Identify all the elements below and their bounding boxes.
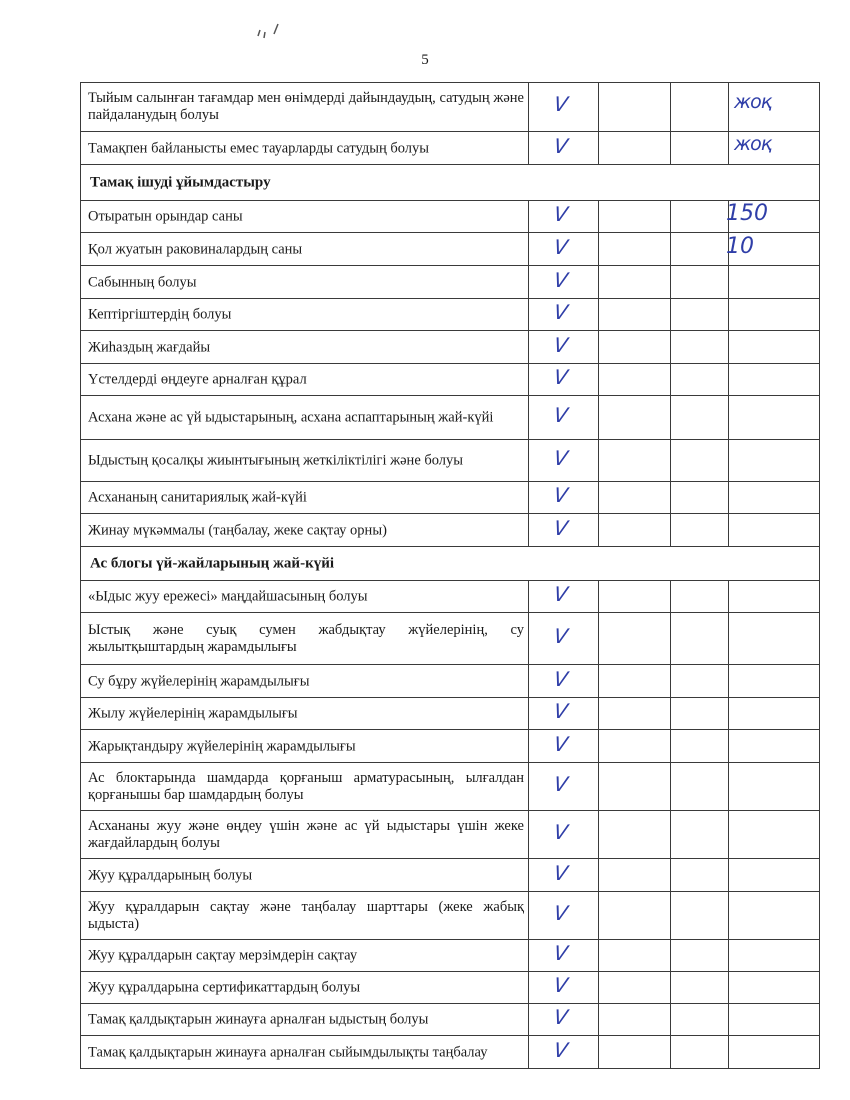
extra-cell-2 [670, 514, 728, 547]
extra-cell-2 [670, 482, 728, 514]
extra-cell-1 [598, 514, 670, 547]
note-cell [728, 440, 820, 482]
handwritten-checkmark: V [552, 1037, 570, 1062]
criterion-label: Тамақ қалдықтарын жинауға арналған сыйымдылықты таңбалау [88, 1044, 488, 1060]
handwritten-checkmark: V [552, 202, 570, 226]
extra-cell-1 [598, 233, 670, 266]
table-row [80, 299, 820, 331]
extra-cell-1 [598, 299, 670, 331]
extra-cell-1 [598, 665, 670, 698]
criterion-label: Жылу жүйелерінің жарамдылығы [88, 705, 298, 722]
extra-cell-1 [598, 698, 670, 730]
checklist-table [80, 82, 820, 1094]
handwritten-checkmark: V [552, 860, 570, 885]
table-row [80, 581, 820, 613]
handwritten-checkmark: V [552, 267, 570, 292]
section-header-row [80, 165, 820, 201]
table-row [80, 972, 820, 1004]
table-row [80, 763, 820, 811]
criterion-label: Жуу құралдарының болуы [88, 867, 253, 883]
extra-cell-2 [670, 763, 728, 811]
extra-cell-1 [598, 613, 670, 665]
note-cell [728, 482, 820, 514]
handwritten-checkmark: V [552, 772, 570, 796]
page-number: 5 [421, 52, 429, 68]
extra-cell-2 [670, 440, 728, 482]
scan-specks [250, 18, 290, 48]
handwritten-note: 10 [726, 233, 754, 259]
table-row [80, 266, 820, 299]
note-cell [728, 859, 820, 892]
handwritten-checkmark: V [552, 901, 570, 925]
table-row [80, 892, 820, 940]
note-cell [728, 331, 820, 364]
section-title: Ас блогы үй-жайларының жай-күйі [90, 555, 335, 572]
table-row [80, 1004, 820, 1036]
table-row [80, 396, 820, 440]
extra-cell-2 [670, 892, 728, 940]
handwritten-checkmark: V [552, 941, 570, 965]
extra-cell-1 [598, 331, 670, 364]
table-row [80, 811, 820, 859]
criterion-label: Жиһаздың жағдайы [88, 339, 211, 355]
table-row [80, 514, 820, 547]
criterion-label: Кептіргіштердің болуы [88, 306, 232, 323]
extra-cell-2 [670, 201, 728, 233]
handwritten-checkmark: V [552, 332, 570, 357]
criterion-label: Жуу құралдарына сертификаттардың болуы [88, 979, 361, 996]
table-row [80, 201, 820, 233]
criterion-label: Тыйым салынған тағамдар мен өнімдерді дайындаудың, сатудың және пайдаланудың болуы [88, 90, 524, 123]
extra-cell-2 [670, 613, 728, 665]
extra-cell-1 [598, 440, 670, 482]
section-title: Тамақ ішуді ұйымдастыру [90, 174, 271, 191]
note-cell [728, 1036, 820, 1069]
extra-cell-1 [598, 763, 670, 811]
extra-cell-2 [670, 364, 728, 396]
criterion-label: Асхана және ас үй ыдыстарының, асхана аспаптарының жай-күйі [88, 409, 494, 426]
table-row [80, 233, 820, 266]
note-cell [728, 581, 820, 613]
handwritten-checkmark: V [552, 403, 570, 427]
note-cell [728, 940, 820, 972]
note-cell [728, 514, 820, 547]
extra-cell-2 [670, 1004, 728, 1036]
table-row [80, 440, 820, 482]
handwritten-checkmark: V [552, 820, 570, 844]
note-cell [728, 364, 820, 396]
extra-cell-1 [598, 132, 670, 165]
extra-cell-2 [670, 1036, 728, 1069]
criterion-label: Ыстық және суық сумен жабдықтау жүйелерінің, су жылытқыштардың жарамдылығы [88, 622, 524, 655]
handwritten-checkmark: V [552, 973, 570, 997]
extra-cell-1 [598, 581, 670, 613]
extra-cell-2 [670, 665, 728, 698]
note-cell [728, 892, 820, 940]
criterion-label: Жарықтандыру жүйелерінің жарамдылығы [88, 738, 356, 754]
note-cell [728, 299, 820, 331]
handwritten-checkmark: V [552, 92, 570, 116]
note-cell [728, 763, 820, 811]
extra-cell-2 [670, 266, 728, 299]
table-row [80, 1036, 820, 1069]
handwritten-checkmark: V [552, 699, 570, 723]
handwritten-note: жоқ [734, 91, 772, 113]
criterion-label: Су бұру жүйелерінің жарамдылығы [88, 673, 310, 689]
extra-cell-1 [598, 266, 670, 299]
table-row [80, 132, 820, 165]
extra-cell-1 [598, 730, 670, 763]
criterion-label: Ыдыстың қосалқы жиынтығының жеткіліктілігі және болуы [88, 452, 464, 469]
extra-cell-1 [598, 940, 670, 972]
handwritten-checkmark: V [552, 446, 570, 470]
handwritten-checkmark: V [552, 515, 570, 540]
criterion-label: Жуу құралдарын сақтау мерзімдерін сақтау [88, 947, 358, 964]
table-row [80, 698, 820, 730]
note-cell [728, 665, 820, 698]
criterion-label: Асхананы жуу және өңдеу үшін және ас үй ыдыстары үшін жеке жағдайлардың болуы [88, 818, 524, 851]
table-row [80, 859, 820, 892]
note-cell [728, 396, 820, 440]
handwritten-note: 150 [726, 201, 768, 226]
extra-cell-1 [598, 201, 670, 233]
table-row [80, 364, 820, 396]
table-row [80, 665, 820, 698]
extra-cell-2 [670, 82, 728, 132]
extra-cell-1 [598, 1036, 670, 1069]
handwritten-checkmark: V [552, 483, 570, 507]
table-row [80, 940, 820, 972]
extra-cell-1 [598, 859, 670, 892]
criterion-label: Сабынның болуы [88, 274, 197, 290]
extra-cell-1 [598, 482, 670, 514]
criterion-label: Асхананың санитариялық жай-күйі [88, 489, 307, 506]
criterion-label: Тамақ қалдықтарын жинауға арналған ыдыстың болуы [88, 1011, 429, 1028]
extra-cell-2 [670, 132, 728, 165]
extra-cell-2 [670, 940, 728, 972]
note-cell [728, 1004, 820, 1036]
table-row [80, 82, 820, 132]
extra-cell-2 [670, 396, 728, 440]
note-cell [728, 730, 820, 763]
criterion-label: Жинау мүкәммалы (таңбалау, жеке сақтау орны) [88, 522, 387, 538]
note-cell [728, 972, 820, 1004]
table-row [80, 730, 820, 763]
note-cell [728, 698, 820, 730]
handwritten-note: жоқ [734, 132, 772, 155]
extra-cell-1 [598, 892, 670, 940]
extra-cell-1 [598, 1004, 670, 1036]
criterion-label: Қол жуатын раковиналардың саны [88, 241, 303, 257]
handwritten-checkmark: V [552, 365, 570, 389]
extra-cell-1 [598, 811, 670, 859]
handwritten-checkmark: V [552, 666, 570, 691]
handwritten-checkmark: V [552, 582, 570, 606]
extra-cell-1 [598, 82, 670, 132]
table-row [80, 482, 820, 514]
extra-cell-2 [670, 811, 728, 859]
extra-cell-1 [598, 396, 670, 440]
table-row [80, 613, 820, 665]
handwritten-checkmark: V [552, 1005, 570, 1029]
table-row [80, 331, 820, 364]
extra-cell-2 [670, 730, 728, 763]
handwritten-checkmark: V [552, 300, 570, 324]
extra-cell-2 [670, 331, 728, 364]
extra-cell-1 [598, 972, 670, 1004]
handwritten-checkmark: V [552, 234, 570, 259]
criterion-label: Жуу құралдарын сақтау және таңбалау шарттары (жеке жабық ыдыста) [88, 899, 524, 932]
note-cell [728, 811, 820, 859]
handwritten-checkmark: V [552, 624, 570, 648]
criterion-label: Тамақпен байланысты емес тауарларды сатудың болуы [88, 140, 429, 156]
extra-cell-2 [670, 299, 728, 331]
section-header-row [80, 547, 820, 581]
note-cell [728, 266, 820, 299]
extra-cell-1 [598, 364, 670, 396]
handwritten-checkmark: V [552, 731, 570, 756]
extra-cell-2 [670, 698, 728, 730]
criterion-label: Үстелдерді өңдеуге арналған құрал [88, 371, 307, 388]
criterion-label: Отыратын орындар саны [88, 208, 243, 225]
note-cell [728, 613, 820, 665]
extra-cell-2 [670, 233, 728, 266]
handwritten-checkmark: V [552, 133, 570, 158]
criterion-label: «Ыдыс жуу ережесі» маңдайшасының болуы [88, 588, 368, 605]
extra-cell-2 [670, 581, 728, 613]
extra-cell-2 [670, 859, 728, 892]
extra-cell-2 [670, 972, 728, 1004]
criterion-label: Ас блоктарында шамдарда қорғаныш арматурасының, ылғалдан қорғанышы бар шамдардың болуы [88, 770, 524, 803]
